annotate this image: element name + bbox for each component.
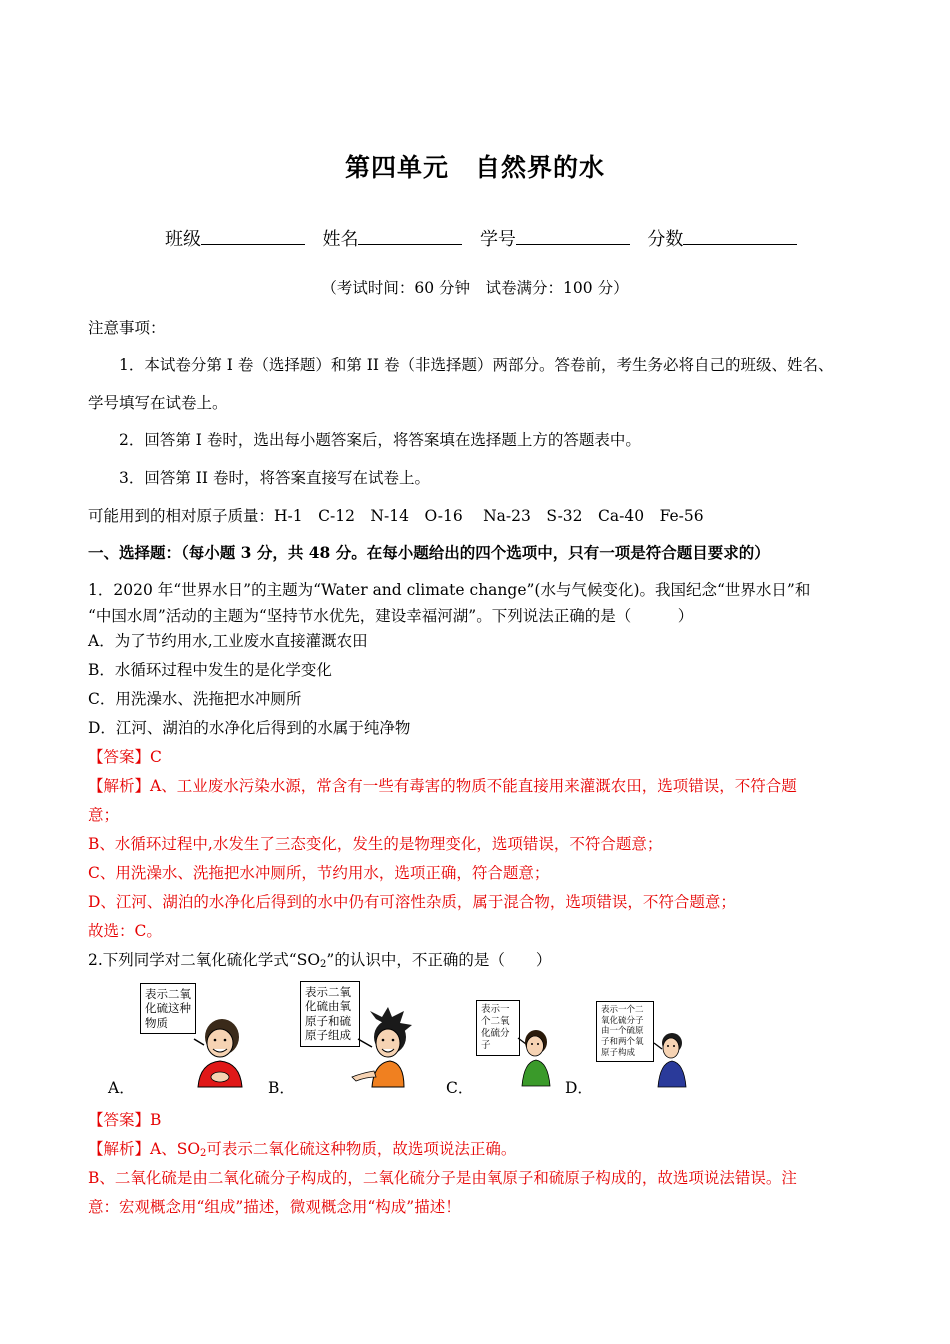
figure-d-student-icon — [596, 1001, 696, 1091]
figure-b-bubble: 表示二氧化硫由氧原子和硫原子组成 — [300, 981, 360, 1047]
exam-info: （考试时间：60 分钟 试卷满分：100 分） — [321, 279, 629, 297]
atomic-masses: 可能用到的相对原子质量：H-1 C-12 N-14 O-16 Na-23 S-32 Ca-40 Fe-56 — [88, 507, 704, 525]
figure-a-bubble: 表示二氧化硫这种物质 — [140, 983, 196, 1034]
class-blank — [201, 226, 305, 245]
q1-answer-value: C — [150, 748, 162, 766]
page-title: 第四单元 自然界的水 — [344, 153, 605, 182]
name-blank — [358, 226, 462, 245]
q1-analysis-d: D、江河、湖泊的水净化后得到的水中仍有可溶性杂质，属于混合物，选项错误，不符合题意； — [88, 893, 736, 911]
notice-heading: 注意事项： — [88, 319, 166, 337]
q2-answer-label: 【答案】 — [88, 1111, 151, 1129]
figure-a-label: A． — [108, 1079, 135, 1097]
q2-analysis-b-line1: B、二氧化硫是由二氧化硫分子构成的，二氧化硫分子是由氧原子和硫原子构成的，故选项说法错误。注 — [88, 1169, 797, 1187]
q1-conclusion: 故选：C。 — [88, 922, 162, 940]
q1-answer — [88, 745, 162, 767]
score-label: 分数 — [647, 229, 684, 250]
q1-analysis-line2: 意； — [88, 806, 120, 824]
notice-item-3: 3．回答第 II 卷时，将答案直接写在试卷上。 — [119, 469, 430, 487]
student-info-row — [165, 225, 797, 251]
q2-analysis-b-line2: 意：宏观概念用“组成”描述，微观概念用“构成”描述！ — [88, 1198, 461, 1216]
id-blank — [516, 226, 630, 245]
q1-option-b: B．水循环过程中发生的是化学变化 — [88, 661, 332, 679]
q1-option-c: C．用洗澡水、洗拖把水冲厕所 — [88, 690, 302, 708]
id-label: 学号 — [479, 229, 516, 250]
figure-c-bubble: 表示一个二氧化硫分子 — [476, 1000, 520, 1056]
q2-stem-post: ”的认识中，不正确的是（ ） — [326, 951, 552, 969]
q2-answer — [88, 1108, 161, 1130]
q2-analysis-label: 【解析】 — [88, 1140, 151, 1158]
q1-option-d: D．江河、湖泊的水净化后得到的水属于纯净物 — [88, 719, 411, 737]
score-blank — [683, 226, 797, 245]
q1-stem-line1: 1．2020 年“世界水日”的主题为“Water and climate change”(水与气候变化)。我国纪念“世界水日”和 — [88, 581, 811, 599]
q2-stem-pre: 2.下列同学对二氧化硫化学式“SO — [88, 951, 321, 969]
figure-d-label: D． — [565, 1079, 593, 1097]
q2-stem-sub: 2 — [320, 959, 327, 970]
notice-item-1-cont: 学号填写在试卷上。 — [88, 394, 228, 412]
q1-analysis-b: B、水循环过程中,水发生了三态变化，发生的是物理变化，选项错误，不符合题意； — [88, 835, 663, 853]
q2-analysis-a-post: 可表示二氧化硫这种物质，故选项说法正确。 — [206, 1140, 517, 1158]
figure-d-bubble: 表示一个二氧化硫分子由一个硫原子和两个氧原子构成 — [596, 1001, 654, 1062]
class-label: 班级 — [165, 229, 201, 250]
notice-item-2: 2．回答第 I 卷时，选出每小题答案后，将答案填在选择题上方的答题表中。 — [119, 431, 641, 449]
section-heading: 一、选择题：（每小题 3 分，共 48 分。在每小题给出的四个选项中，只有一项是符合题目要求的） — [88, 543, 770, 562]
figure-a-student-icon — [140, 983, 250, 1093]
q2-analysis-a-sub: 2 — [200, 1148, 207, 1159]
q2-stem — [88, 948, 551, 970]
name-label: 姓名 — [322, 229, 359, 250]
figure-c-label: C． — [446, 1079, 474, 1097]
q1-option-a: A．为了节约用水,工业废水直接灌溉农田 — [88, 632, 368, 650]
q2-answer-value: B — [150, 1111, 162, 1129]
q2-analysis-a — [88, 1137, 516, 1159]
q1-stem-line2: “中国水周”活动的主题为“坚持节水优先，建设幸福河湖”。下列说法正确的是（ ） — [88, 607, 694, 625]
figure-b-student-icon — [300, 981, 425, 1093]
q1-analysis-c: C、用洗澡水、洗拖把水冲厕所，节约用水，选项正确，符合题意； — [88, 864, 550, 882]
q1-analysis-label: 【解析】 — [88, 777, 151, 795]
q1-analysis-line1 — [88, 774, 797, 796]
notice-item-1: 1．本试卷分第 I 卷（选择题）和第 II 卷（非选择题）两部分。答卷前，考生务必将自己的班级、姓名、 — [119, 356, 834, 374]
q1-answer-label: 【答案】 — [88, 748, 151, 766]
figure-b-label: B． — [268, 1079, 295, 1097]
q1-analysis-a: A、工业废水污染水源，常含有一些有毒害的物质不能直接用来灌溉农田，选项错误，不符合题 — [150, 777, 797, 795]
q2-analysis-a-pre: A、SO — [150, 1140, 201, 1158]
figure-c-student-icon — [476, 1000, 556, 1090]
